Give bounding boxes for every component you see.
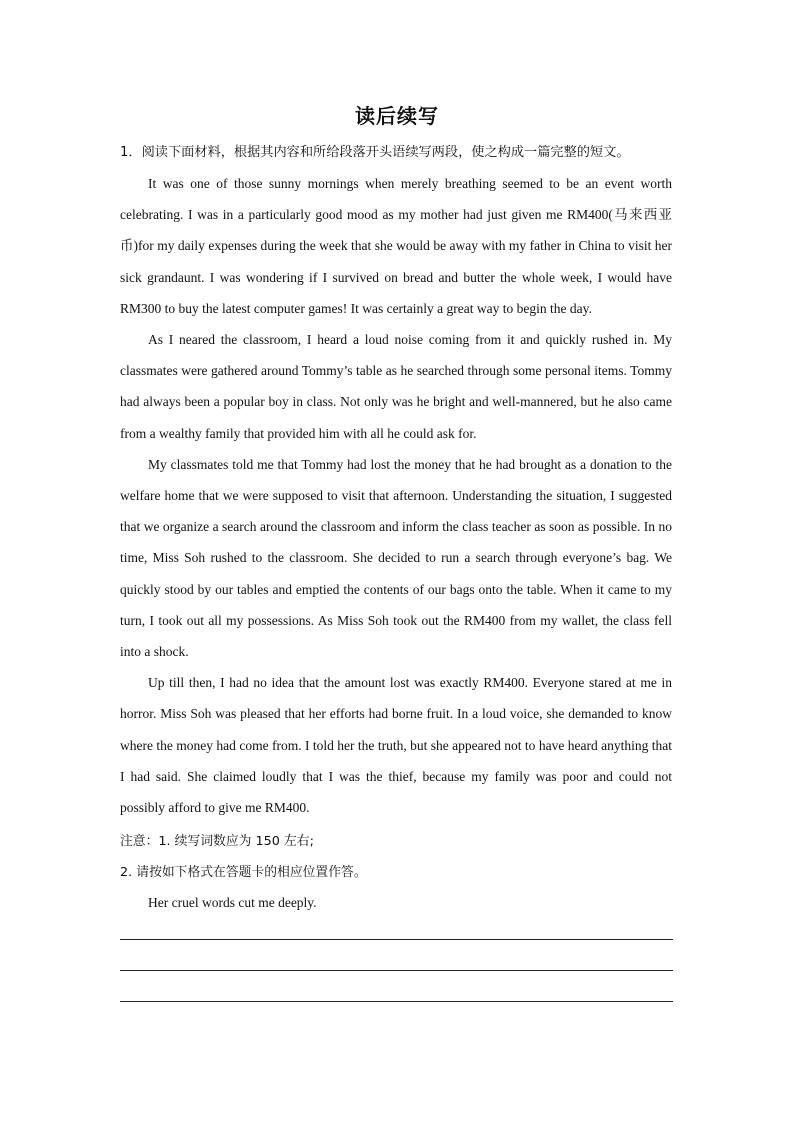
note-format-text: 2. 请按如下格式在答题卡的相应位置作答。 [120, 865, 367, 881]
passage-paragraph-1: It was one of those sunny mornings when merely breathing seemed to be an event worth celebrating. I was in a particularly good mood as my mother had just given me RM400(马来西亚币)for my daily expenses during the week that she would be away with my father in China to visit her sick grandaunt. I was wondering if I survived on bread and butter the whole week, I would have RM300 to buy the latest computer games! It was certainly a great way to begin the day. [120, 176, 672, 316]
note-label: 注意： [120, 834, 159, 849]
note-word-count-text: 1. 续写词数应为 150 左右; [158, 834, 314, 849]
continuation-starter: Her cruel words cut me deeply. [148, 895, 317, 911]
answer-lines [120, 939, 673, 1032]
reading-passage [120, 168, 672, 823]
writing-notes [120, 825, 672, 919]
note-word-count [120, 825, 672, 856]
answer-line [120, 1001, 673, 1002]
answer-line [120, 939, 673, 940]
answer-line [120, 970, 673, 971]
passage-paragraph-2: As I neared the classroom, I heard a loud noise coming from it and quickly rushed in. My classmates were gathered around Tommy’s table as he searched through some personal items. Tommy had always been a popular boy in class. Not only was he bright and well-mannered, but he also came from a wealthy family that provided him with all he could ask for. [120, 332, 672, 441]
note-format [120, 856, 672, 887]
passage-paragraph-3: My classmates told me that Tommy had lost the money that he had brought as a donation to the welfare home that we were supposed to visit that afternoon. Understanding the situation, I suggested that we organize a search around the classroom and inform the class teacher as soon as possible. In no time, Miss Soh rushed to the classroom. She decided to run a search through everyone’s bag. We quickly stood by our tables and emptied the contents of our bags onto the table. When it came to my turn, I took out all my possessions. As Miss Soh took out the RM400 from my wallet, the class fell into a shock. [120, 456, 672, 660]
task-instruction: 1．阅读下面材料，根据其内容和所给段落开头语续写两段，使之构成一篇完整的短文。 [120, 145, 630, 160]
document-title: 读后续写 [355, 104, 439, 128]
passage-paragraph-4: Up till then, I had no idea that the amount lost was exactly RM400. Everyone stared at me in horror. Miss Soh was pleased that her efforts had borne fruit. In a loud voice, she demanded to know where the money had come from. I told her the truth, but she appeared not to have heard anything that I had said. She claimed loudly that I was the thief, because my family was poor and could not possibly afford to give me RM400. [120, 675, 672, 816]
